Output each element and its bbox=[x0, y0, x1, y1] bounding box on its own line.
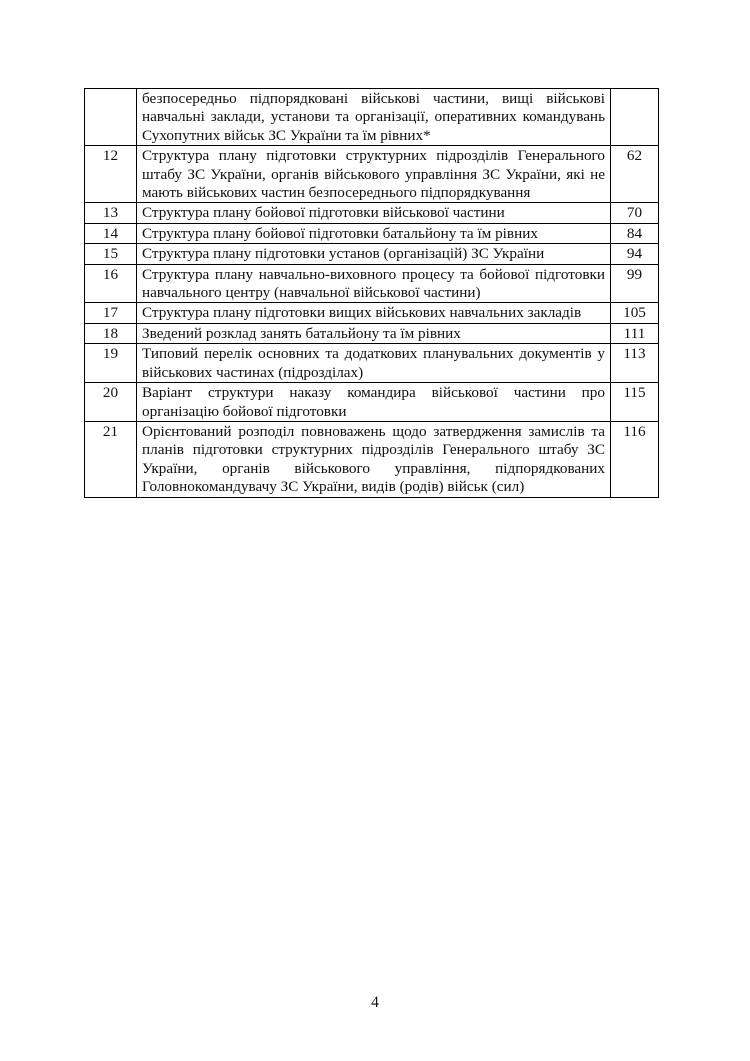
table-row bbox=[85, 383, 659, 422]
row-number: 16 bbox=[85, 264, 137, 303]
row-title: Структура плану навчально-виховного процесу та бойової підготовки навчального центру (навчальної військової частини) bbox=[137, 264, 611, 303]
row-page: 113 bbox=[611, 344, 659, 383]
row-title: безпосередньо підпорядковані військові частини, вищі військові навчальні заклади, установи та організації, оперативних командувань Сухопутних військ ЗС України та їм рівних* bbox=[137, 89, 611, 146]
row-title: Зведений розклад занять батальйону та їм рівних bbox=[137, 323, 611, 343]
row-number: 18 bbox=[85, 323, 137, 343]
table-row bbox=[85, 303, 659, 323]
row-number: 20 bbox=[85, 383, 137, 422]
row-page: 70 bbox=[611, 203, 659, 223]
row-title: Структура плану підготовки установ (організацій) ЗС України bbox=[137, 244, 611, 264]
row-page: 115 bbox=[611, 383, 659, 422]
row-title: Варіант структури наказу командира військової частини про організацію бойової підготовки bbox=[137, 383, 611, 422]
row-title: Структура плану підготовки вищих військових навчальних закладів bbox=[137, 303, 611, 323]
table-row bbox=[85, 223, 659, 243]
row-page: 99 bbox=[611, 264, 659, 303]
row-title: Структура плану підготовки структурних підрозділів Генерального штабу ЗС України, органів військового управління ЗС України, які не мають військових частин безпосереднього підпорядкування bbox=[137, 146, 611, 203]
table-row bbox=[85, 244, 659, 264]
row-title: Структура плану бойової підготовки батальйону та їм рівних bbox=[137, 223, 611, 243]
table-row bbox=[85, 146, 659, 203]
toc-body bbox=[85, 89, 659, 498]
table-row bbox=[85, 264, 659, 303]
row-page: 111 bbox=[611, 323, 659, 343]
table-row bbox=[85, 89, 659, 146]
row-page: 94 bbox=[611, 244, 659, 264]
row-page: 116 bbox=[611, 421, 659, 497]
row-number: 19 bbox=[85, 344, 137, 383]
toc-table bbox=[84, 88, 659, 498]
row-number: 17 bbox=[85, 303, 137, 323]
row-number: 14 bbox=[85, 223, 137, 243]
row-page: 105 bbox=[611, 303, 659, 323]
row-number: 15 bbox=[85, 244, 137, 264]
row-page: 62 bbox=[611, 146, 659, 203]
page-number: 4 bbox=[371, 994, 379, 1011]
row-number: 12 bbox=[85, 146, 137, 203]
table-row bbox=[85, 323, 659, 343]
row-title: Орієнтований розподіл повноважень щодо затвердження замислів та планів підготовки структурних підрозділів Генерального штабу ЗС України, органів військового управління, підпорядкованих Головнокомандувачу ЗС України, видів (родів) військ (сил) bbox=[137, 421, 611, 497]
row-number: 13 bbox=[85, 203, 137, 223]
table-row bbox=[85, 344, 659, 383]
row-number: 21 bbox=[85, 421, 137, 497]
table-row bbox=[85, 203, 659, 223]
row-title: Структура плану бойової підготовки військової частини bbox=[137, 203, 611, 223]
row-number bbox=[85, 89, 137, 146]
table-row bbox=[85, 421, 659, 497]
row-title: Типовий перелік основних та додаткових планувальних документів у військових частинах (підрозділах) bbox=[137, 344, 611, 383]
row-page bbox=[611, 89, 659, 146]
row-page: 84 bbox=[611, 223, 659, 243]
